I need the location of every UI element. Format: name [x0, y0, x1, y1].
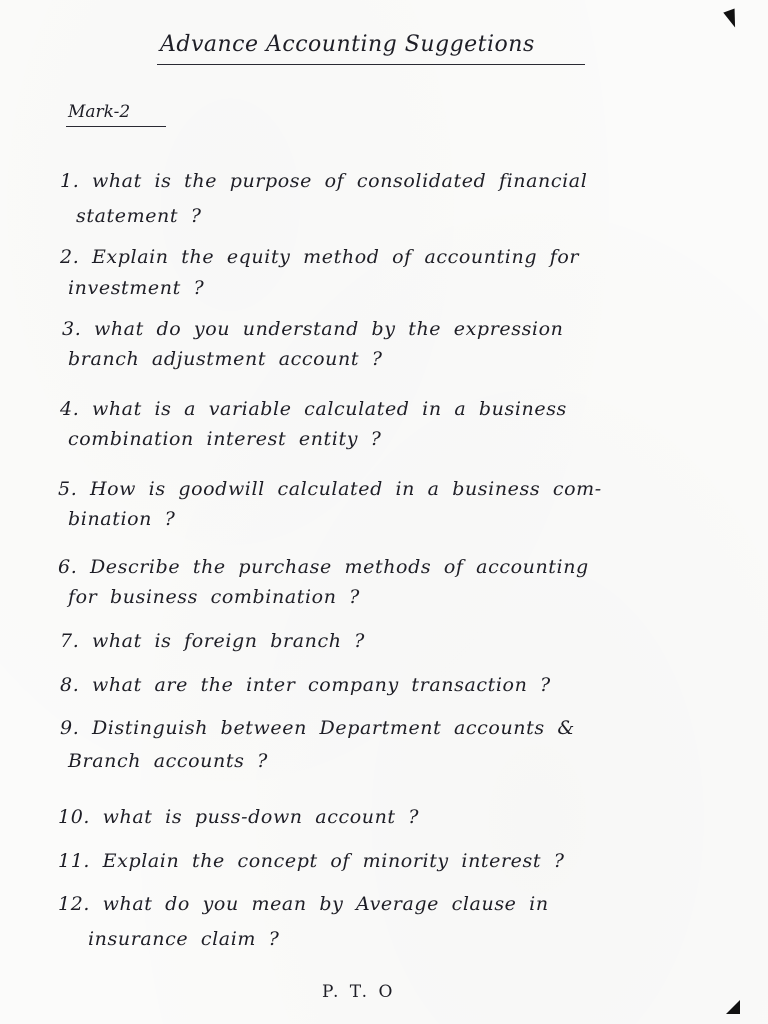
question-line: 11. Explain the concept of minority interest ? — [58, 850, 565, 872]
marks-heading: Mark-2 — [68, 102, 131, 122]
question-line: bination ? — [68, 508, 176, 530]
question-line: 3. what do you understand by the expression — [62, 318, 564, 340]
question-line: combination interest entity ? — [68, 428, 382, 450]
corner-marker-bottom — [726, 1000, 740, 1014]
question-line: 12. what do you mean by Average clause in — [58, 893, 549, 915]
question-line: Branch accounts ? — [68, 750, 268, 772]
question-line: 9. Distinguish between Department accounts & — [60, 717, 575, 739]
question-line: 4. what is a variable calculated in a business — [60, 398, 567, 420]
corner-marker-top — [723, 8, 740, 29]
question-line: 8. what are the inter company transaction ? — [60, 674, 551, 696]
page-footer-pto: P. T. O — [322, 982, 396, 1002]
question-line: 1. what is the purpose of consolidated financial — [60, 170, 588, 192]
question-line: 7. what is foreign branch ? — [60, 630, 365, 652]
question-line: 6. Describe the purchase methods of accounting — [58, 556, 589, 578]
question-line: branch adjustment account ? — [68, 348, 383, 370]
question-line: investment ? — [68, 277, 205, 299]
title-underline — [157, 64, 585, 65]
question-line: 5. How is goodwill calculated in a business com- — [58, 478, 602, 500]
marks-underline — [66, 126, 166, 127]
page-title: Advance Accounting Suggetions — [160, 32, 535, 57]
question-line: for business combination ? — [68, 586, 360, 608]
question-line: 10. what is puss-down account ? — [58, 806, 420, 828]
question-line: insurance claim ? — [88, 928, 280, 950]
question-line: 2. Explain the equity method of accounting for — [60, 246, 580, 268]
question-line: statement ? — [76, 205, 202, 227]
